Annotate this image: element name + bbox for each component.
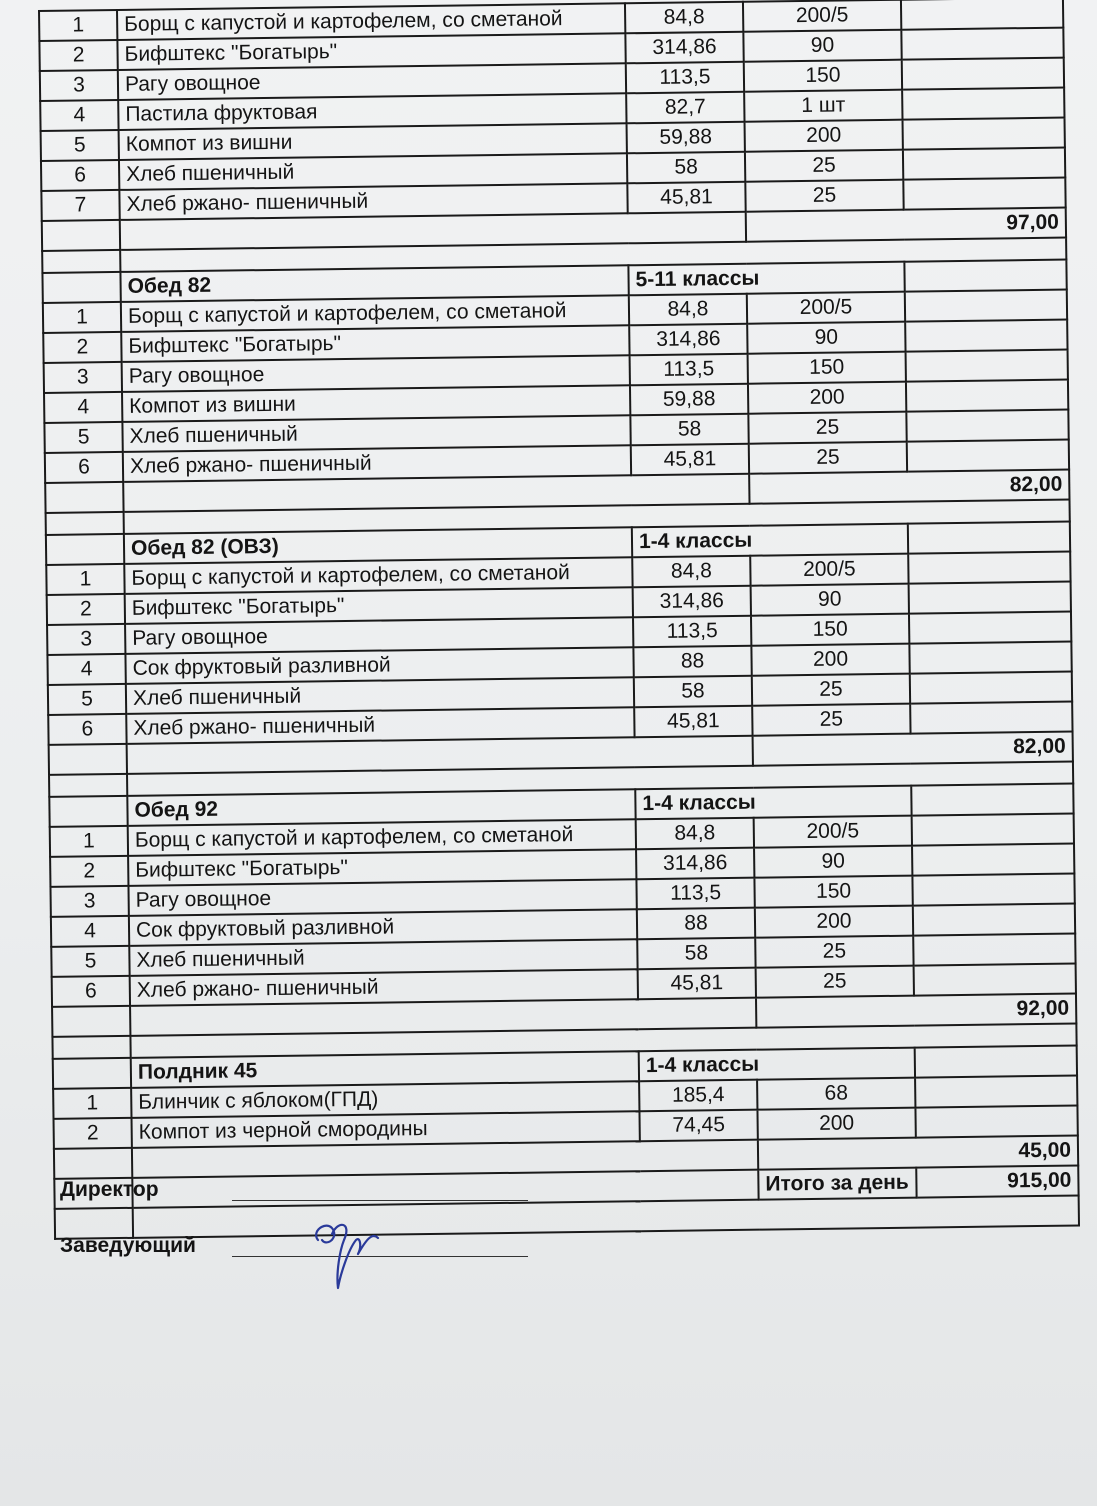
section-classes: 1-4 классы — [632, 524, 908, 558]
item-weight: 150 — [744, 60, 902, 92]
item-price: 88 — [637, 908, 755, 940]
item-name: Сок фруктовый разливной — [129, 909, 637, 946]
blank-cell — [46, 534, 124, 565]
item-name: Бифштекс "Богатырь" — [121, 325, 629, 362]
item-extra-cell — [901, 28, 1063, 60]
item-price: 185,4 — [639, 1080, 757, 1112]
item-weight: 200 — [748, 382, 906, 414]
item-extra-cell — [906, 410, 1068, 442]
item-name: Пастила фруктовая — [118, 93, 626, 130]
day-total-label: Итого за день — [758, 1168, 916, 1200]
item-price: 58 — [634, 676, 752, 708]
item-extra-cell — [910, 702, 1072, 734]
item-price: 82,7 — [626, 92, 744, 124]
item-extra-cell — [906, 380, 1068, 412]
item-extra-cell — [903, 178, 1065, 210]
item-weight: 200 — [755, 906, 913, 938]
item-name: Бифштекс "Богатырь" — [125, 587, 633, 624]
item-name: Компот из вишни — [122, 385, 630, 422]
item-number: 4 — [47, 654, 125, 685]
item-extra-cell — [912, 874, 1074, 906]
item-number: 3 — [47, 624, 125, 655]
manager-label: Заведующий — [60, 1234, 196, 1257]
item-number: 1 — [53, 1088, 131, 1119]
item-weight: 200/5 — [743, 0, 901, 32]
item-name: Блинчик с яблоком(ГПД) — [131, 1081, 639, 1118]
blank-cell — [52, 1006, 130, 1037]
item-number: 2 — [39, 40, 117, 71]
item-number: 1 — [39, 10, 117, 41]
item-number: 3 — [40, 70, 118, 101]
item-extra-cell — [913, 934, 1075, 966]
blank-cell — [45, 482, 123, 513]
item-weight: 200 — [757, 1108, 915, 1140]
item-price: 45,81 — [638, 968, 756, 1000]
section-total: 45,00 — [758, 1135, 1078, 1169]
item-price: 74,45 — [639, 1110, 757, 1142]
blank-cell — [908, 522, 1070, 554]
section-title: Обед 82 (ОВЗ) — [124, 527, 632, 564]
blank-cell — [911, 784, 1073, 816]
item-name: Рагу овощное — [128, 879, 636, 916]
blank-cell — [46, 512, 124, 535]
blank-cell — [42, 272, 120, 303]
item-weight: 25 — [752, 704, 910, 736]
item-weight: 1 шт — [744, 90, 902, 122]
item-name: Хлеб пшеничный — [126, 677, 634, 714]
item-name: Хлеб ржано- пшеничный — [126, 707, 634, 744]
item-price: 58 — [630, 414, 748, 446]
item-extra-cell — [901, 0, 1063, 30]
item-name: Борщ с капустой и картофелем, со сметаной — [124, 557, 632, 594]
item-weight: 150 — [748, 352, 906, 384]
item-extra-cell — [912, 844, 1074, 876]
item-number: 2 — [47, 594, 125, 625]
item-extra-cell — [909, 612, 1071, 644]
menu-sheet — [38, 0, 1078, 1240]
section-classes: 5-11 классы — [628, 262, 904, 296]
item-number: 6 — [41, 160, 119, 191]
item-extra-cell — [902, 88, 1064, 120]
item-name: Компот из вишни — [119, 123, 627, 160]
item-number: 4 — [44, 392, 122, 423]
item-name: Хлеб ржано- пшеничный — [130, 969, 638, 1006]
item-weight: 25 — [755, 936, 913, 968]
item-number: 3 — [50, 886, 128, 917]
item-weight: 90 — [751, 584, 909, 616]
item-extra-cell — [902, 58, 1064, 90]
item-extra-cell — [908, 552, 1070, 584]
item-number: 2 — [54, 1118, 132, 1149]
section-title: Полдник 45 — [131, 1051, 639, 1088]
blank-cell — [915, 1045, 1077, 1077]
item-name: Хлеб пшеничный — [122, 415, 630, 452]
item-weight: 25 — [745, 180, 903, 212]
item-weight: 25 — [756, 966, 914, 998]
director-label: Директор — [60, 1178, 159, 1201]
item-extra-cell — [903, 118, 1065, 150]
item-number: 5 — [51, 946, 129, 977]
item-price: 84,8 — [625, 2, 743, 34]
item-price: 314,86 — [629, 324, 747, 356]
handwritten-signature — [308, 1210, 398, 1300]
item-weight: 90 — [747, 322, 905, 354]
section-total: 82,00 — [749, 470, 1069, 504]
item-number: 6 — [45, 452, 123, 483]
item-weight: 200/5 — [747, 292, 905, 324]
item-number: 4 — [51, 916, 129, 947]
item-weight: 200/5 — [754, 816, 912, 848]
item-price: 113,5 — [633, 616, 751, 648]
item-number: 5 — [41, 130, 119, 161]
item-name: Рагу овощное — [122, 355, 630, 392]
item-weight: 25 — [752, 674, 910, 706]
director-signature-line — [232, 1200, 528, 1201]
section-title: Обед 92 — [127, 789, 635, 826]
item-extra-cell — [914, 964, 1076, 996]
item-name: Бифштекс "Богатырь" — [128, 849, 636, 886]
item-number: 5 — [48, 684, 126, 715]
item-name: Компот из черной смородины — [132, 1111, 640, 1148]
blank-cell — [49, 796, 127, 827]
item-number: 1 — [46, 564, 124, 595]
item-weight: 25 — [748, 412, 906, 444]
item-number: 1 — [50, 826, 128, 857]
blank-cell — [49, 774, 127, 797]
item-price: 45,81 — [627, 182, 745, 214]
item-weight: 200 — [745, 120, 903, 152]
item-extra-cell — [909, 582, 1071, 614]
item-price: 59,88 — [627, 122, 745, 154]
item-price: 58 — [627, 152, 745, 184]
item-price: 84,8 — [632, 556, 750, 588]
item-number: 2 — [50, 856, 128, 887]
item-price: 113,5 — [630, 354, 748, 386]
section-classes: 1-4 классы — [635, 786, 911, 820]
item-price: 113,5 — [636, 878, 754, 910]
item-price: 314,86 — [625, 32, 743, 64]
item-price: 45,81 — [634, 706, 752, 738]
item-weight: 25 — [745, 150, 903, 182]
item-name: Хлеб ржано- пшеничный — [119, 183, 627, 220]
item-extra-cell — [906, 350, 1068, 382]
blank-cell — [42, 220, 120, 251]
item-number: 6 — [48, 714, 126, 745]
item-price: 314,86 — [633, 586, 751, 618]
blank-cell — [52, 1036, 130, 1059]
item-name: Сок фруктовый разливной — [125, 647, 633, 684]
blank-cell — [904, 260, 1066, 292]
signature-block — [60, 1170, 660, 1310]
item-number: 5 — [44, 422, 122, 453]
item-name: Хлеб пшеничный — [119, 153, 627, 190]
item-name: Борщ с капустой и картофелем, со сметаной — [128, 819, 636, 856]
item-name: Борщ с капустой и картофелем, со сметаной — [121, 295, 629, 332]
item-number: 2 — [43, 332, 121, 363]
section-classes: 1-4 классы — [639, 1048, 915, 1082]
item-weight: 150 — [751, 614, 909, 646]
item-extra-cell — [913, 904, 1075, 936]
item-price: 84,8 — [629, 294, 747, 326]
item-extra-cell — [905, 320, 1067, 352]
item-weight: 90 — [743, 30, 901, 62]
day-total-value: 915,00 — [916, 1165, 1078, 1197]
item-extra-cell — [909, 642, 1071, 674]
item-extra-cell — [915, 1105, 1077, 1137]
item-price: 84,8 — [636, 818, 754, 850]
item-number: 3 — [44, 362, 122, 393]
item-weight: 200 — [751, 644, 909, 676]
section-total: 92,00 — [756, 993, 1076, 1027]
section-title: Обед 82 — [120, 265, 628, 302]
item-weight: 68 — [757, 1078, 915, 1110]
item-price: 88 — [633, 646, 751, 678]
item-extra-cell — [912, 814, 1074, 846]
item-extra-cell — [910, 672, 1072, 704]
section-total: 97,00 — [746, 208, 1066, 242]
item-name: Хлеб ржано- пшеничный — [123, 445, 631, 482]
blank-cell — [49, 744, 127, 775]
item-price: 113,5 — [626, 62, 744, 94]
section-total: 82,00 — [753, 732, 1073, 766]
item-weight: 150 — [754, 876, 912, 908]
item-extra-cell — [903, 148, 1065, 180]
item-price: 58 — [637, 938, 755, 970]
item-number: 4 — [40, 100, 118, 131]
item-price: 59,88 — [630, 384, 748, 416]
item-weight: 25 — [749, 442, 907, 474]
item-weight: 200/5 — [750, 554, 908, 586]
item-number: 1 — [43, 302, 121, 333]
item-price: 314,86 — [636, 848, 754, 880]
item-extra-cell — [905, 290, 1067, 322]
menu-table — [38, 0, 1080, 1240]
blank-cell — [53, 1058, 131, 1089]
blank-cell — [42, 250, 120, 273]
item-price: 45,81 — [631, 444, 749, 476]
item-number: 6 — [52, 976, 130, 1007]
item-extra-cell — [915, 1075, 1077, 1107]
item-name: Хлеб пшеничный — [129, 939, 637, 976]
menu-table-body — [39, 0, 1079, 1239]
item-weight: 90 — [754, 846, 912, 878]
item-extra-cell — [907, 440, 1069, 472]
item-name: Бифштекс "Богатырь" — [117, 33, 625, 70]
item-name: Борщ с капустой и картофелем, со сметаной — [117, 3, 625, 40]
item-name: Рагу овощное — [118, 63, 626, 100]
item-name: Рагу овощное — [125, 617, 633, 654]
item-number: 7 — [41, 190, 119, 221]
